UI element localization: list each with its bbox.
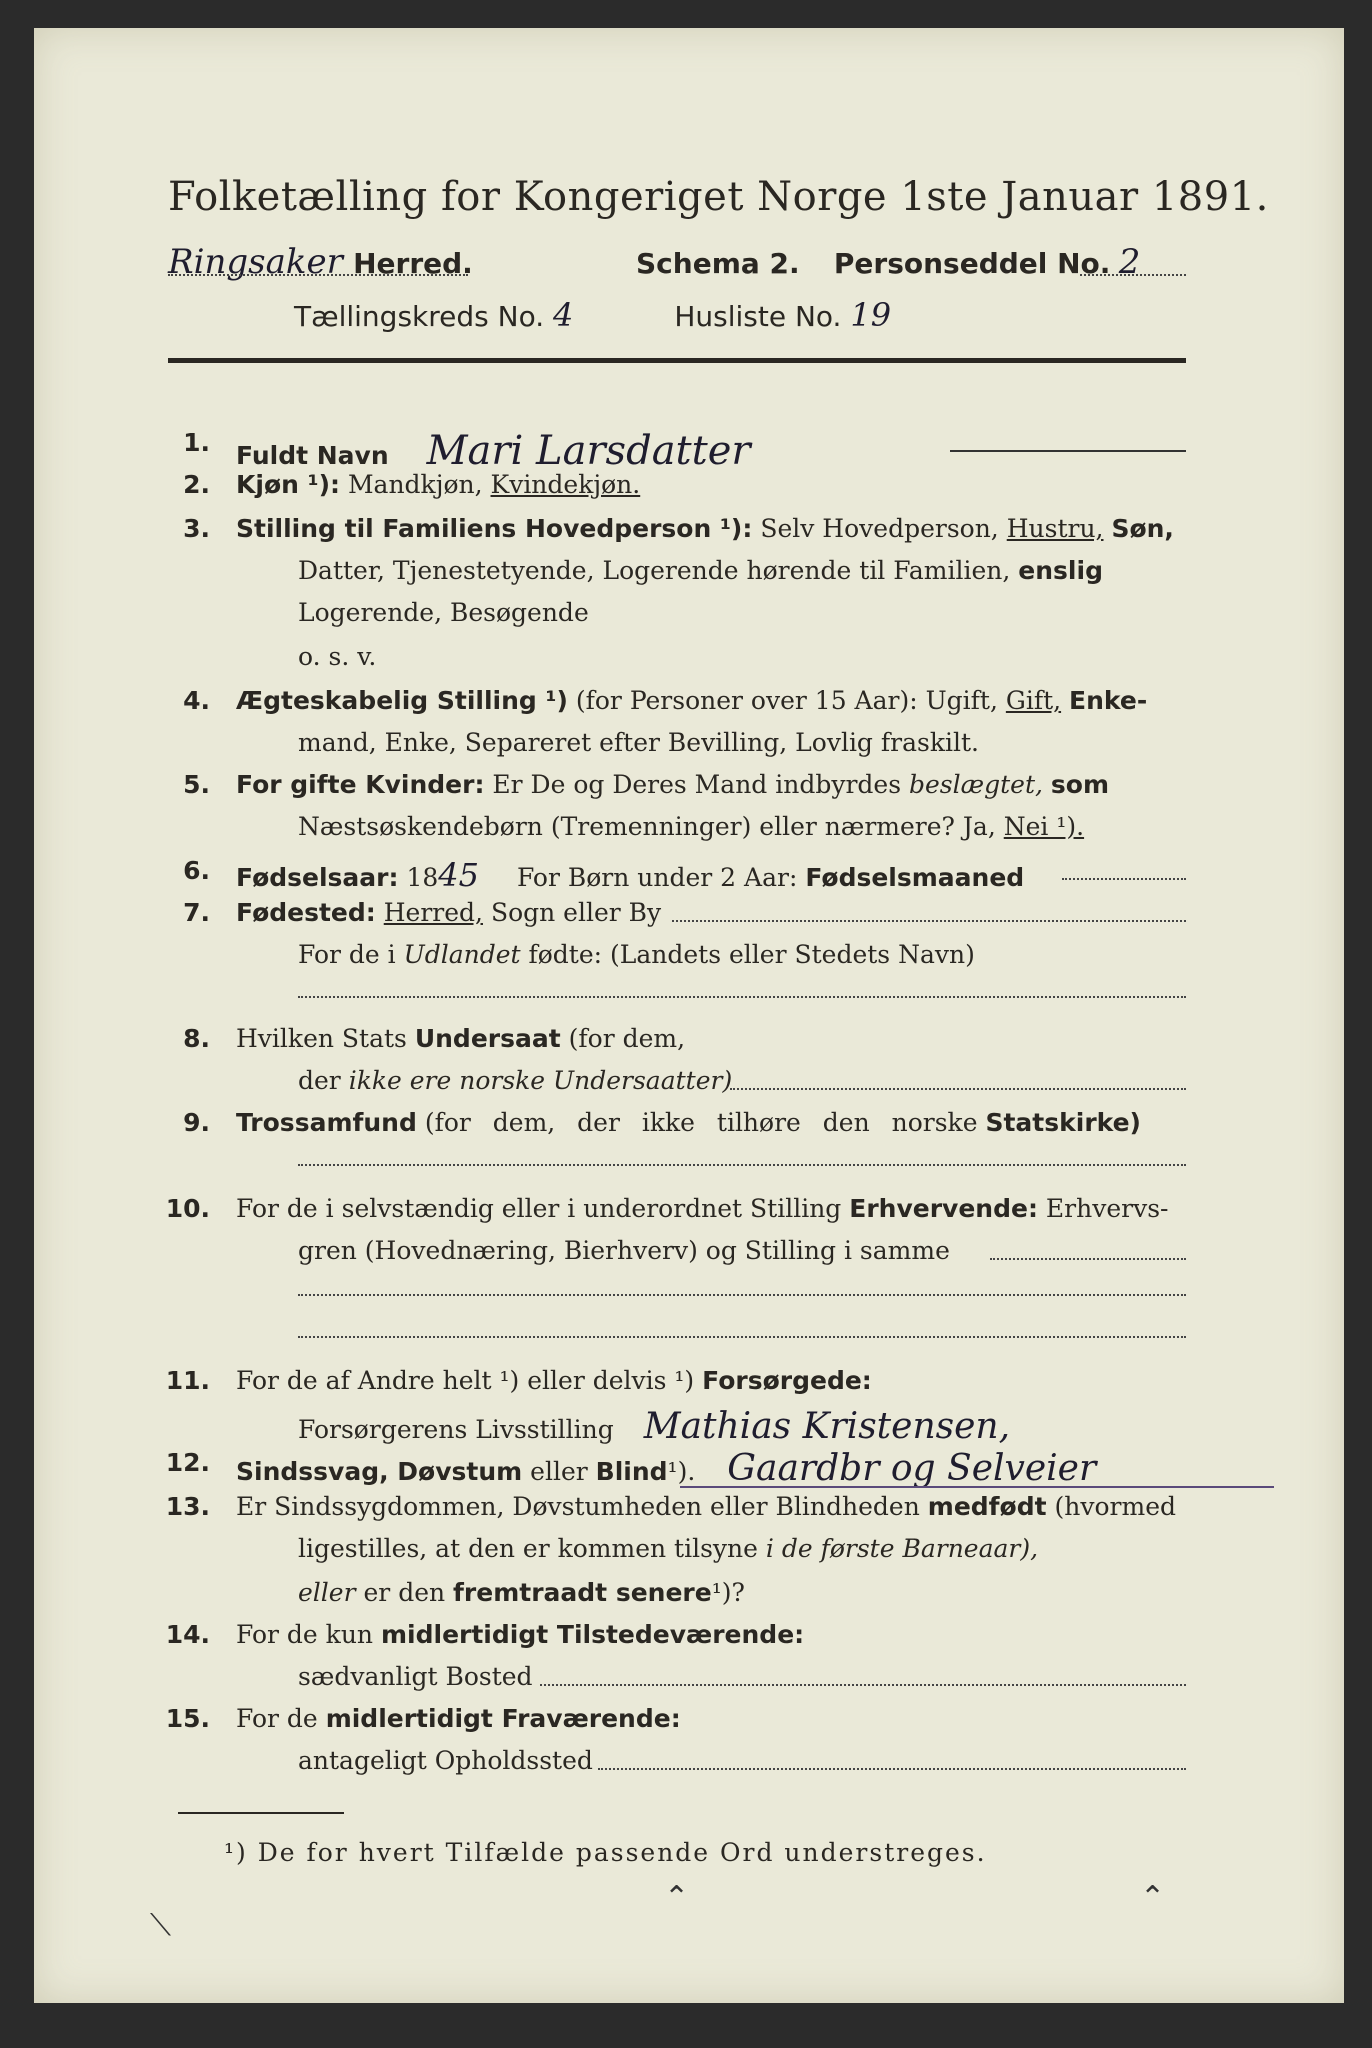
field-9-underline — [298, 1164, 1186, 1166]
field-13-text-2: ligestilles, at den er kommen tilsyne — [298, 1534, 758, 1563]
field-10-label: Erhvervende: — [849, 1194, 1038, 1223]
field-3-option-son: Søn, — [1111, 514, 1174, 543]
field-11-provider-label: Forsørgerens Livsstilling — [298, 1415, 614, 1444]
field-9-label: Trossamfund — [236, 1108, 417, 1137]
form-title: Folketælling for Kongeriget Norge 1ste Januar 1891. — [168, 174, 1269, 220]
field-4-option-unmarried: (for Personer over 15 Aar): Ugift, — [575, 686, 998, 715]
field-4-option-widower: Enke- — [1069, 686, 1148, 715]
field-9-text: (for dem, der ikke tilhøre den norske — [424, 1108, 978, 1137]
field-7-option-herred: Herred, — [383, 898, 483, 927]
field-1-number: 1. — [183, 428, 210, 457]
herred-label: Herred. — [353, 247, 473, 280]
footnote: ¹) De for hvert Tilfælde passende Ord understreges. — [224, 1838, 987, 1867]
field-8-line-2 — [298, 1066, 732, 1095]
field-6-birth-month: Fødselsmaaned — [805, 863, 1025, 892]
field-6-label: Fødselsaar: — [236, 863, 399, 892]
field-15-number: 15. — [165, 1704, 210, 1733]
field-4-label: Ægteskabelig Stilling ¹) — [236, 686, 568, 715]
field-10-line — [236, 1194, 1168, 1223]
field-5-line-2 — [298, 812, 1084, 841]
corner-mark-right: ⌃ — [1140, 1880, 1166, 1915]
field-10-line-2: gren (Hovednæring, Bierhverv) og Stilling i samme — [298, 1236, 950, 1265]
field-10-number: 10. — [165, 1194, 210, 1223]
field-13-number: 13. — [165, 1492, 210, 1521]
field-13-childhood: i de første Barneaar), — [765, 1534, 1039, 1563]
field-14-number: 14. — [165, 1620, 210, 1649]
field-14-label: midlertidigt Tilstedeværende: — [380, 1620, 805, 1649]
field-8-underline — [730, 1088, 1186, 1090]
field-7-line — [236, 898, 661, 927]
field-10-underline-2 — [298, 1294, 1186, 1296]
footnote-rule — [178, 1812, 344, 1814]
field-9-line — [236, 1108, 1141, 1137]
field-11-label: Forsørgede: — [702, 1366, 872, 1395]
field-14-underline — [540, 1684, 1186, 1686]
field-10-underline-3 — [298, 1336, 1186, 1338]
kreds-row — [294, 296, 891, 334]
field-3-option-single: enslig — [1018, 556, 1103, 585]
field-6-children: For Børn under 2 Aar: — [516, 863, 798, 892]
field-15-text: For de — [236, 1704, 318, 1733]
field-3-line-2 — [298, 556, 1103, 585]
personseddel-underline — [1080, 274, 1186, 276]
field-5-label: For gifte Kvinder: — [236, 770, 485, 799]
field-13-later: fremtraadt senere — [453, 1578, 712, 1607]
field-12-line — [236, 1448, 1096, 1489]
field-2-option-female: Kvindekjøn. — [490, 470, 641, 499]
field-8-not-norwegian: ikke ere norske Undersaatter) — [348, 1066, 733, 1095]
field-15-line — [236, 1704, 681, 1733]
field-4-option-married: Gift, — [1005, 686, 1062, 715]
schema-label: Schema 2. — [636, 247, 800, 280]
corner-mark-center: ⌃ — [664, 1880, 690, 1915]
personseddel-value: 2 — [1118, 242, 1141, 282]
field-7-number: 7. — [183, 898, 210, 927]
schema-row — [636, 242, 1140, 282]
personseddel-label: Personseddel No. — [833, 247, 1111, 280]
field-2-label: Kjøn ¹): — [236, 470, 340, 499]
field-13-hvormed: (hvormed — [1054, 1492, 1177, 1521]
field-3-label: Stilling til Familiens Hovedperson ¹): — [236, 514, 753, 543]
field-1-line — [236, 428, 750, 474]
provider-value: Mathias Kristensen, — [643, 1406, 1011, 1447]
field-15-line-2: antageligt Opholdssted — [298, 1746, 593, 1775]
field-8-der: der — [298, 1066, 341, 1095]
field-12-label: Sindssvag, Døvstum — [236, 1457, 523, 1486]
field-13-line-2 — [298, 1534, 1038, 1563]
field-5-line — [236, 770, 1109, 799]
field-2-number: 2. — [183, 470, 210, 499]
field-13-label: medfødt — [927, 1492, 1047, 1521]
field-3-number: 3. — [183, 514, 210, 543]
birth-year-prefix: 18 — [406, 863, 439, 892]
kreds-value: 4 — [553, 296, 574, 334]
field-7-abroad: Udlandet — [403, 940, 521, 969]
corner-mark-left: ⟍ — [150, 1908, 171, 1943]
field-9-number: 9. — [183, 1108, 210, 1137]
field-14-line — [236, 1620, 804, 1649]
field-7-option-sogn: Sogn eller By — [490, 898, 662, 927]
field-3-line-4: o. s. v. — [298, 642, 377, 671]
field-3-line-3: Logerende, Besøgende — [298, 598, 589, 627]
field-5-som: som — [1050, 770, 1110, 799]
field-7-abroad-prefix: For de i — [298, 940, 396, 969]
field-11-line — [236, 1366, 872, 1395]
kreds-label: Tællingskreds No. — [294, 300, 545, 333]
field-11-number: 11. — [165, 1366, 210, 1395]
field-14-line-2: sædvanligt Bosted — [298, 1662, 533, 1691]
husliste-value: 19 — [850, 296, 892, 334]
field-12-note: ¹). — [667, 1457, 696, 1486]
field-13-eller: eller — [298, 1578, 356, 1607]
field-1-underline — [950, 450, 1186, 452]
field-15-underline — [598, 1768, 1186, 1770]
field-13-line-3 — [298, 1578, 745, 1607]
field-5-number: 5. — [183, 770, 210, 799]
field-5-related: beslægtet, — [909, 770, 1043, 799]
field-3-option-wife: Hustru, — [1006, 514, 1104, 543]
field-6-number: 6. — [183, 856, 210, 885]
field-6-underline — [1062, 878, 1186, 880]
field-1-label: Fuldt Navn — [236, 441, 389, 470]
field-7-underline-2 — [298, 996, 1186, 998]
field-7-abroad-suffix: fødte: (Landets eller Stedets Navn) — [528, 940, 975, 969]
husliste-label: Husliste No. — [674, 300, 842, 333]
field-11-text: For de af Andre helt ¹) eller delvis ¹) — [236, 1366, 695, 1395]
field-2-line — [236, 470, 640, 499]
field-10-text: For de i selvstændig eller i underordnet Stilling — [236, 1194, 842, 1223]
field-15-label: midlertidigt Fraværende: — [325, 1704, 681, 1733]
field-13-text: Er Sindssygdommen, Døvstumheden eller Blindheden — [236, 1492, 920, 1521]
field-12-handwritten-underline — [680, 1486, 1274, 1488]
field-8-line — [236, 1024, 685, 1053]
field-4-number: 4. — [183, 686, 210, 715]
field-7-label: Fødested: — [236, 898, 376, 927]
field-8-label: Undersaat — [414, 1024, 561, 1053]
field-6-line — [236, 856, 1024, 894]
field-12-number: 12. — [165, 1448, 210, 1477]
herred-row — [168, 242, 473, 282]
header-rule — [168, 358, 1186, 363]
field-13-line — [236, 1492, 1176, 1521]
herred-underline — [168, 274, 468, 276]
field-8-prefix: Hvilken Stats — [236, 1024, 407, 1053]
field-13-er-den: er den — [363, 1578, 446, 1607]
field-8-number: 8. — [183, 1024, 210, 1053]
disability-value: Gaardbr og Selveier — [727, 1448, 1097, 1489]
field-7-underline — [672, 920, 1186, 922]
field-5-option-no: Nei ¹). — [1003, 812, 1085, 841]
field-4-line — [236, 686, 1147, 715]
field-9-statskirke: Statskirke) — [985, 1108, 1141, 1137]
field-10-underline — [990, 1258, 1186, 1260]
field-12-blind: Blind — [595, 1457, 668, 1486]
field-11-line-2 — [298, 1406, 1010, 1447]
herred-value: Ringsaker — [168, 242, 343, 282]
field-14-text: For de kun — [236, 1620, 374, 1649]
birth-year-value: 45 — [438, 856, 479, 894]
field-3-line — [236, 514, 1174, 543]
field-3-option-self: Selv Hovedperson, — [760, 514, 999, 543]
field-10-erhverv: Erhvervs- — [1045, 1194, 1169, 1223]
field-12-eller: eller — [530, 1457, 588, 1486]
full-name-value: Mari Larsdatter — [426, 428, 751, 474]
field-2-option-male: Mandkjøn, — [347, 470, 483, 499]
field-5-question: Er De og Deres Mand indbyrdes — [492, 770, 902, 799]
field-13-note: ¹)? — [711, 1578, 745, 1607]
field-7-line-2 — [298, 940, 975, 969]
field-5-options: Næstsøskendebørn (Tremenninger) eller nærmere? Ja, — [298, 812, 996, 841]
field-8-suffix: (for dem, — [568, 1024, 686, 1053]
field-4-line-2: mand, Enke, Separeret efter Bevilling, Lovlig fraskilt. — [298, 728, 979, 757]
field-3-options-2: Datter, Tjenestetyende, Logerende hørende til Familien, — [298, 556, 1011, 585]
